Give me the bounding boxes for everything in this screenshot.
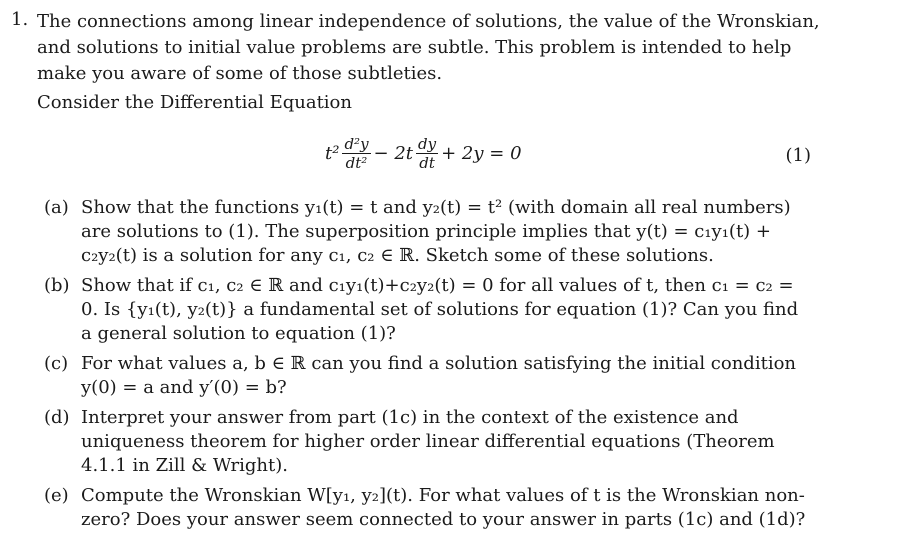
part-d	[44, 406, 814, 478]
part-text: Interpret your answer from part (1c) in the context of the existence and uniqueness theorem for higher order linear differential equations (Theorem 4.1.1 in Zill & Wright).	[81, 407, 775, 476]
part-label: (c)	[44, 353, 69, 374]
part-label: (e)	[44, 485, 69, 506]
part-text: Compute the Wronskian W[y₁, y₂](t). For what values of t is the Wronskian non-zero? Does your answer seem connected to your answer in parts (1c) and (1d)?	[81, 485, 806, 530]
d2y: d²y	[344, 134, 369, 153]
part-text: For what values a, b ∈ ℝ can you find a solution satisfying the initial condition y(0) = a and y′(0) = b?	[81, 353, 797, 398]
part-c	[44, 352, 814, 400]
problem-intro: The connections among linear independence of solutions, the value of the Wronskian, and solutions to initial value problems are subtle. This problem is intended to help make you aware of some of those subtleties.	[37, 11, 820, 84]
consider-line: Consider the Differential Equation	[37, 92, 352, 113]
dt2: dt²	[345, 153, 368, 172]
eq-minus-2t: − 2t	[373, 142, 414, 164]
first-derivative-fraction	[416, 135, 438, 172]
eq-rest: + 2y = 0	[441, 142, 522, 164]
parts-list	[44, 196, 814, 538]
equation-number: (1)	[785, 145, 811, 166]
part-a	[44, 196, 814, 268]
part-label: (a)	[44, 197, 69, 218]
part-label: (b)	[44, 275, 70, 296]
problem-number: 1.	[11, 9, 29, 30]
part-b	[44, 274, 814, 346]
part-text: Show that the functions y₁(t) = t and y₂(t) = t² (with domain all real numbers) are solutions to (1). The superposition principle implies that y(t) = c₁y₁(t) + c₂y₂(t) is a solution for any c₁, c₂ ∈ ℝ. Sketch some of these solutions.	[81, 197, 791, 266]
dy: dy	[418, 134, 437, 153]
part-e	[44, 484, 814, 532]
part-label: (d)	[44, 407, 70, 428]
part-text: Show that if c₁, c₂ ∈ ℝ and c₁y₁(t)+c₂y₂(t) = 0 for all values of t, then c₁ = c₂ = 0. Is {y₁(t), y₂(t)} a fundamental set of solutions for equation (1)? Can you find a general solution to equation (1)?	[81, 275, 799, 344]
dt: dt	[419, 153, 435, 172]
differential-equation	[325, 130, 522, 176]
eq-t-squared: t²	[325, 142, 340, 164]
second-derivative-fraction	[342, 135, 370, 172]
